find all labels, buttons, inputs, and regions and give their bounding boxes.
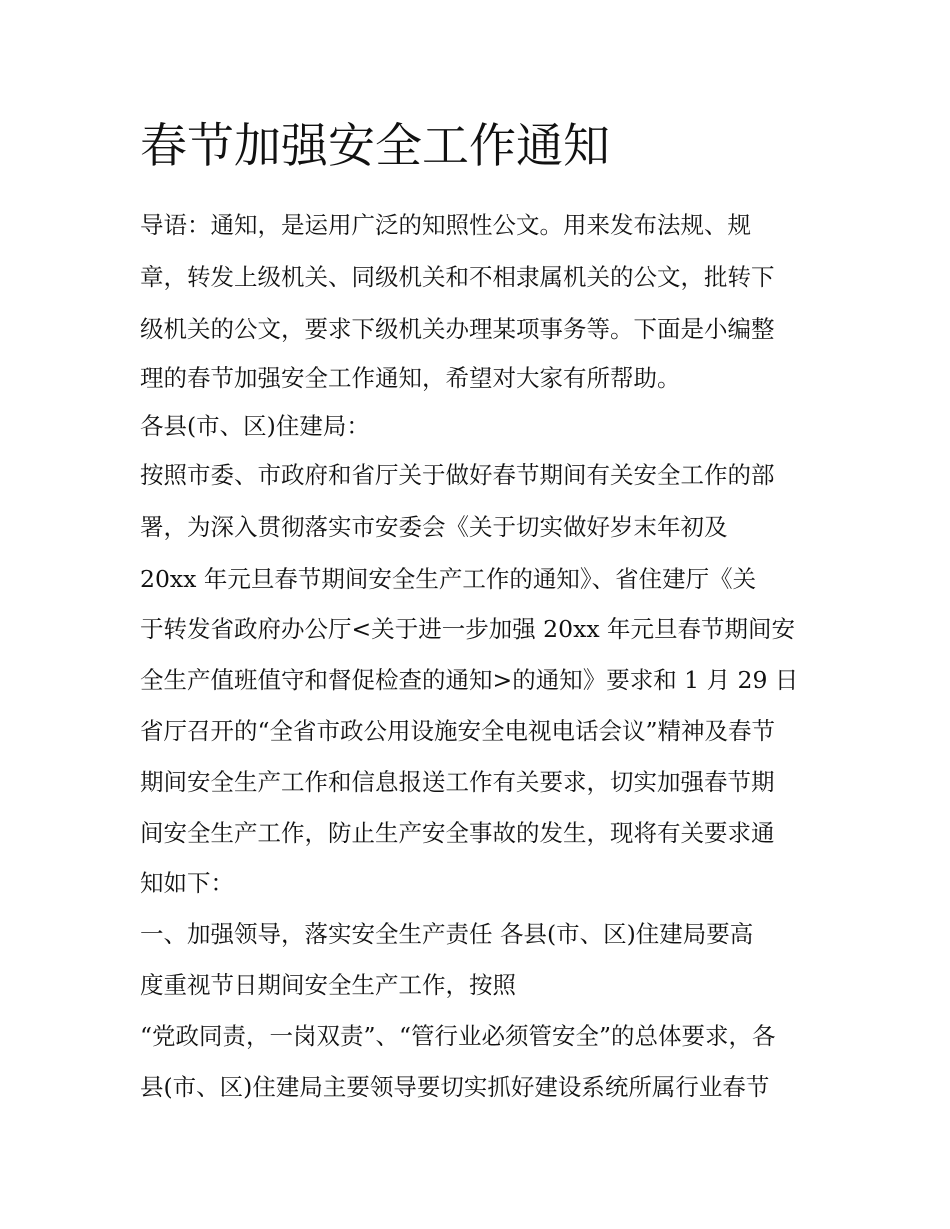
body-line: 全生产值班值守和督促检查的通知>的通知》要求和 1 月 29 日 bbox=[140, 666, 799, 694]
body-line: 县(市、区)住建局主要领导要切实抓好建设系统所属行业春节 bbox=[140, 1073, 770, 1101]
body-line: 导语：通知，是运用广泛的知照性公文。用来发布法规、规 bbox=[140, 211, 751, 239]
body-line: 级机关的公文，要求下级机关办理某项事务等。下面是小编整 bbox=[140, 315, 775, 343]
body-line: 20xx 年元旦春节期间安全生产工作的通知》、省住建厅《关 bbox=[140, 565, 757, 593]
body-line: 期间安全生产工作和信息报送工作有关要求，切实加强春节期 bbox=[140, 768, 775, 796]
body-line: 间安全生产工作，防止生产安全事故的发生，现将有关要求通 bbox=[140, 819, 775, 847]
body-line: 章，转发上级机关、同级机关和不相隶属机关的公文，批转下 bbox=[140, 263, 775, 291]
body-line: 一、加强领导，落实安全生产责任 各县(市、区)住建局要高 bbox=[140, 920, 754, 948]
body-line: 省厅召开的“全省市政公用设施安全电视电话会议”精神及春节 bbox=[140, 717, 776, 745]
document-title: 春节加强安全工作通知 bbox=[140, 119, 610, 174]
body-line: 度重视节日期间安全生产工作，按照 bbox=[140, 971, 516, 999]
body-line: 按照市委、市政府和省厅关于做好春节期间有关安全工作的部 bbox=[140, 461, 775, 489]
body-line: “党政同责，一岗双责”、“管行业必须管安全”的总体要求，各 bbox=[140, 1022, 776, 1050]
body-line: 各县(市、区)住建局： bbox=[140, 412, 370, 440]
body-line: 理的春节加强安全工作通知，希望对大家有所帮助。 bbox=[140, 364, 681, 392]
body-line: 知如下： bbox=[140, 869, 234, 897]
body-line: 于转发省政府办公厅<关于进一步加强 20xx 年元旦春节期间安 bbox=[140, 615, 796, 643]
body-line: 署，为深入贯彻落实市安委会《关于切实做好岁末年初及 bbox=[140, 513, 728, 541]
